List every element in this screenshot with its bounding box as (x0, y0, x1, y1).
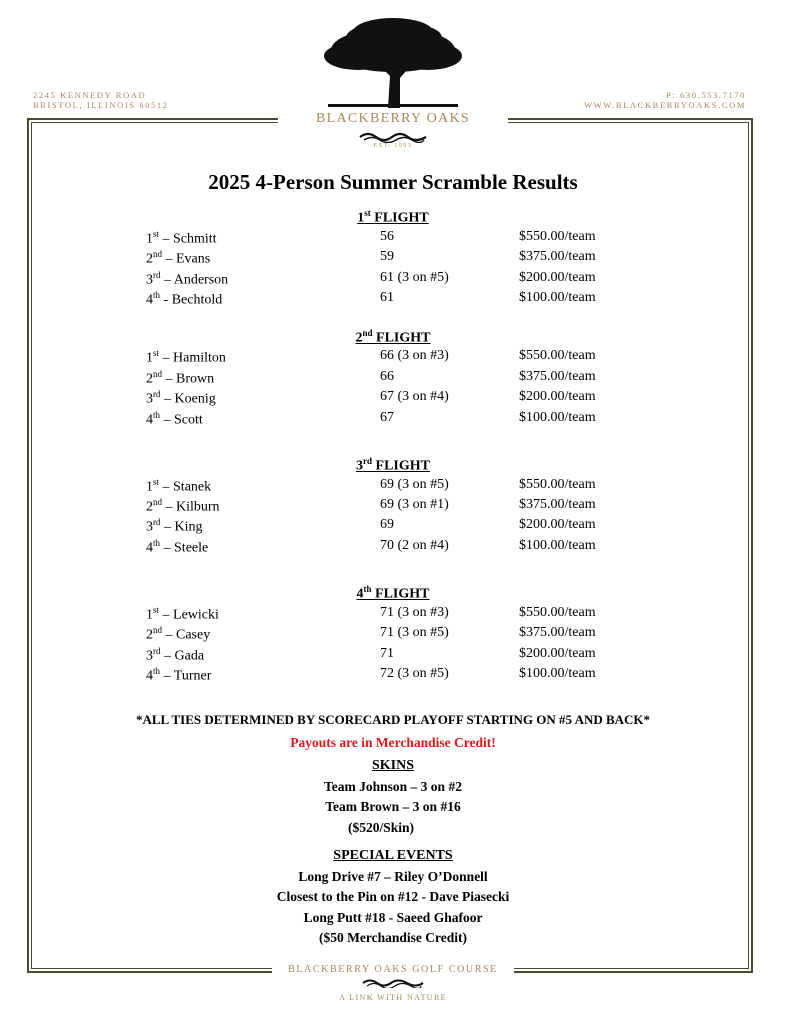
payout-note: Payouts are in Merchandise Credit! (290, 735, 496, 750)
oak-tree-logo-icon (318, 16, 468, 108)
table-row (0, 410, 786, 430)
team-place: 1st – Hamilton (146, 348, 226, 366)
address-line-1: 2245 KENNEDY ROAD (33, 90, 147, 100)
team-score: 67 (380, 410, 394, 425)
table-row (0, 369, 786, 389)
event-line: Long Putt #18 - Saeed Ghafoor (303, 910, 483, 925)
table-row (0, 348, 786, 368)
website: WWW.BLACKBERRYOAKS.COM (584, 100, 746, 110)
ties-note: *ALL TIES DETERMINED BY SCORECARD PLAYOFF STARTING ON #5 AND BACK* (135, 712, 651, 727)
team-place: 2nd – Evans (146, 249, 211, 267)
flight-1-heading: 1st FLIGHT (357, 208, 429, 226)
team-score: 72 (3 on #5) (380, 666, 449, 681)
event-line: Long Drive #7 – Riley O’Donnell (298, 869, 488, 884)
team-payout: $550.00/team (519, 229, 596, 244)
event-credit: ($50 Merchandise Credit) (319, 930, 467, 945)
team-score: 67 (3 on #4) (380, 389, 449, 404)
team-payout: $375.00/team (519, 497, 596, 512)
team-payout: $375.00/team (519, 625, 596, 640)
table-row (0, 290, 786, 310)
team-score: 71 (380, 646, 394, 661)
table-row (0, 497, 786, 517)
team-place: 2nd – Kilburn (146, 497, 220, 515)
team-score: 56 (380, 229, 394, 244)
skin-value: ($520/Skin) (347, 820, 415, 835)
special-events-heading: SPECIAL EVENTS (333, 848, 453, 863)
team-place: 4th – Turner (146, 666, 212, 684)
team-place: 2nd – Casey (146, 625, 211, 643)
team-payout: $550.00/team (519, 477, 596, 492)
team-payout: $200.00/team (519, 270, 596, 285)
address-line-2: BRISTOL, ILLINOIS 60512 (33, 100, 169, 110)
table-row (0, 249, 786, 269)
team-place: 1st – Stanek (146, 477, 212, 495)
team-place: 4th - Bechtold (146, 290, 223, 308)
table-row (0, 517, 786, 537)
phone-number: P: 630.553.7170 (666, 90, 746, 100)
team-place: 3rd – Gada (146, 646, 205, 664)
team-score: 66 (380, 369, 394, 384)
team-payout: $100.00/team (519, 410, 596, 425)
table-row (0, 389, 786, 409)
table-row (0, 625, 786, 645)
table-row (0, 538, 786, 558)
team-score: 69 (3 on #1) (380, 497, 449, 512)
team-place: 3rd – Anderson (146, 270, 229, 288)
team-score: 61 (3 on #5) (380, 270, 449, 285)
table-row (0, 605, 786, 625)
footer-course-name: BLACKBERRY OAKS GOLF COURSE (288, 964, 498, 975)
event-line: Closest to the Pin on #12 - Dave Piasecki (276, 889, 510, 904)
team-score: 70 (2 on #4) (380, 538, 449, 553)
team-score: 71 (3 on #3) (380, 605, 449, 620)
team-place: 3rd – Koenig (146, 389, 216, 407)
team-payout: $375.00/team (519, 369, 596, 384)
team-payout: $200.00/team (519, 646, 596, 661)
skin-line: Team Johnson – 3 on #2 (324, 779, 462, 794)
team-payout: $100.00/team (519, 666, 596, 681)
skin-line: Team Brown – 3 on #16 (325, 799, 461, 814)
flight-4-heading: 4th FLIGHT (356, 584, 430, 602)
skins-heading: SKINS (371, 758, 415, 773)
team-place: 1st – Lewicki (146, 605, 219, 623)
table-row (0, 646, 786, 666)
page-title: 2025 4-Person Summer Scramble Results (208, 170, 578, 194)
team-payout: $375.00/team (519, 249, 596, 264)
team-payout: $200.00/team (519, 517, 596, 532)
team-score: 69 (3 on #5) (380, 477, 449, 492)
team-score: 59 (380, 249, 394, 264)
team-score: 71 (3 on #5) (380, 625, 449, 640)
flight-3-heading: 3rd FLIGHT (356, 456, 430, 474)
team-place: 2nd – Brown (146, 369, 215, 387)
wave-ornament-icon (361, 978, 425, 988)
table-row (0, 229, 786, 249)
table-row (0, 477, 786, 497)
team-score: 61 (380, 290, 394, 305)
team-place: 4th – Steele (146, 538, 209, 556)
established-year: EST. 1993 (373, 143, 413, 149)
team-place: 1st – Schmitt (146, 229, 217, 247)
footer-tagline: A LINK WITH NATURE (339, 993, 447, 1002)
team-score: 69 (380, 517, 394, 532)
team-payout: $100.00/team (519, 290, 596, 305)
contact (584, 90, 746, 110)
team-payout: $100.00/team (519, 538, 596, 553)
table-row (0, 666, 786, 686)
wave-ornament-icon (358, 131, 428, 143)
team-place: 3rd – King (146, 517, 203, 535)
table-row (0, 270, 786, 290)
address (33, 90, 169, 110)
logo-wordmark: BLACKBERRY OAKS (316, 111, 470, 126)
flight-2-heading: 2nd FLIGHT (355, 328, 431, 346)
team-payout: $550.00/team (519, 348, 596, 363)
team-payout: $550.00/team (519, 605, 596, 620)
team-score: 66 (3 on #3) (380, 348, 449, 363)
team-place: 4th – Scott (146, 410, 203, 428)
team-payout: $200.00/team (519, 389, 596, 404)
